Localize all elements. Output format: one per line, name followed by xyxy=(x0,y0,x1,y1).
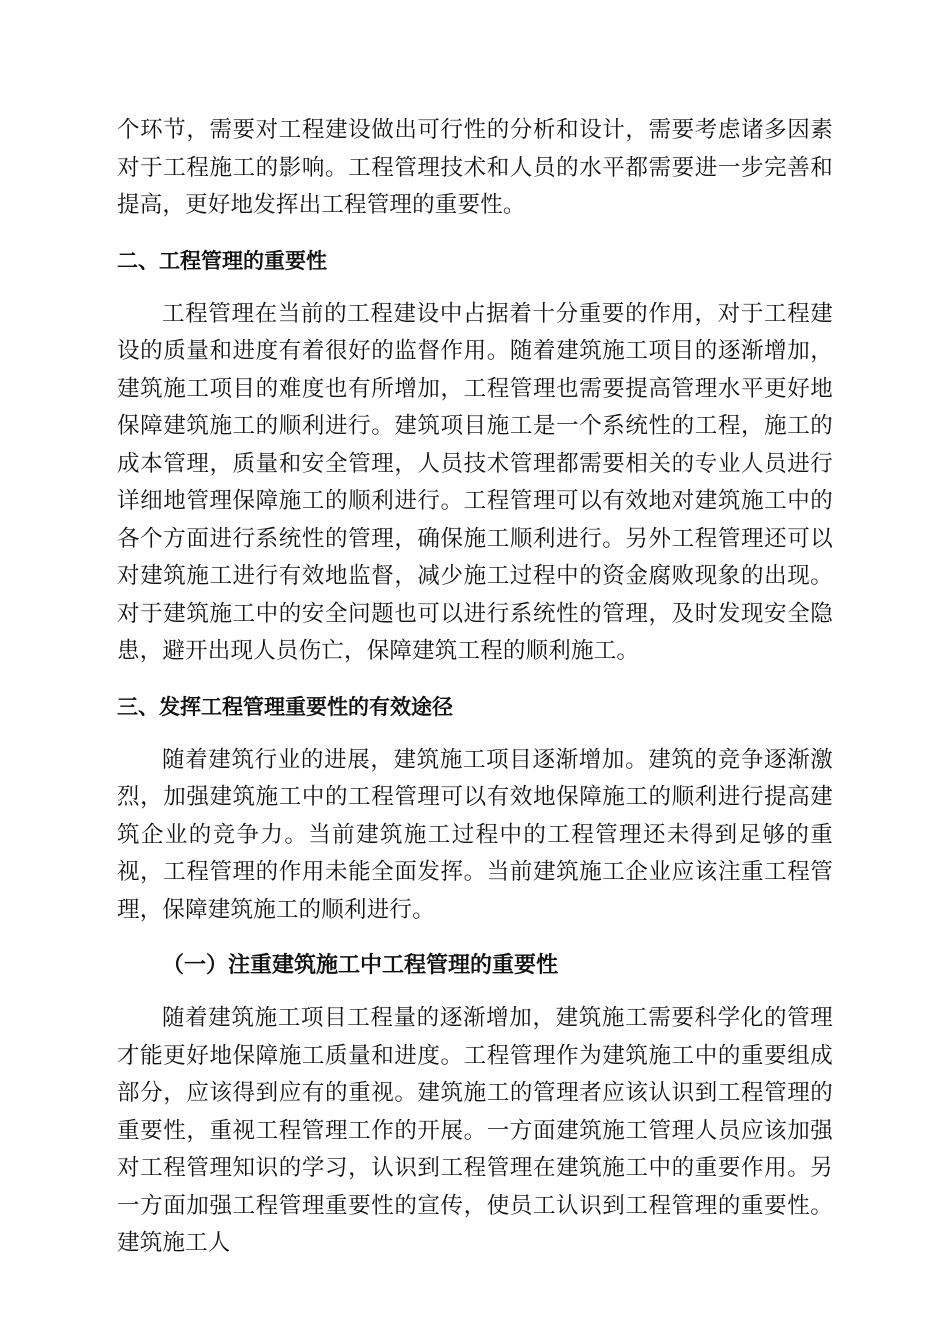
spacer xyxy=(117,984,833,1000)
spacer xyxy=(117,280,833,296)
spacer xyxy=(117,929,833,947)
section-heading-importance: 二、工程管理的重要性 xyxy=(117,248,327,273)
section-heading-approach: 三、发挥工程管理重要性的有效途径 xyxy=(117,694,453,719)
paragraph-emphasis: 随着建筑施工项目工程量的逐渐增加，建筑施工需要科学化的管理才能更好地保障施工质量和进度。工程管理作为建筑施工中的重要组成部分，应该得到应有的重视。建筑施工的管理者应该认识到工程管理的重要性，重视工程管理工作的开展。一方面建筑施工管理人员应该加强对工程管理知识的学习，认识到工程管理在建筑施工中的重要作用。另一方面加强工程管理重要性的宣传，使员工认识到工程管理的重要性。建筑施工人 xyxy=(117,1005,833,1256)
paragraph-importance: 工程管理在当前的工程建设中占据着十分重要的作用，对于工程建设的质量和进度有着很好的监督作用。随着建筑施工项目的逐渐增加，建筑施工项目的难度也有所增加，工程管理也需要提高管理水平更好地保障建筑施工的顺利进行。建筑项目施工是一个系统性的工程，施工的成本管理，质量和安全管理，人员技术管理都需要相关的专业人员进行详细地管理保障施工的顺利进行。工程管理可以有效地对建筑施工中的各个方面进行系统性的管理，确保施工顺利进行。另外工程管理还可以对建筑施工进行有效地监督，减少施工过程中的资金腐败现象的出现。对于建筑施工中的安全问题也可以进行系统性的管理，及时发现安全隐患，避开出现人员伤亡，保障建筑工程的顺利施工。 xyxy=(117,300,833,664)
spacer xyxy=(117,726,833,742)
paragraph-approach: 随着建筑行业的进展，建筑施工项目逐渐增加。建筑的竞争逐渐激烈，加强建筑施工中的工程管理可以有效地保障施工的顺利进行提高建筑企业的竞争力。当前建筑施工过程中的工程管理还未得到足够的重视，工程管理的作用未能全面发挥。当前建筑施工企业应该注重工程管理，保障建筑施工的顺利进行。 xyxy=(117,746,833,923)
subsection-heading-emphasis: （一）注重建筑施工中工程管理的重要性 xyxy=(162,952,559,978)
paragraph-intro: 个环节，需要对工程建设做出可行性的分析和设计，需要考虑诸多因素对于工程施工的影响。工程管理技术和人员的水平都需要进一步完善和提高，更好地发挥出工程管理的重要性。 xyxy=(117,117,833,218)
spacer xyxy=(117,225,833,243)
document-page xyxy=(117,112,833,1263)
spacer xyxy=(117,671,833,689)
